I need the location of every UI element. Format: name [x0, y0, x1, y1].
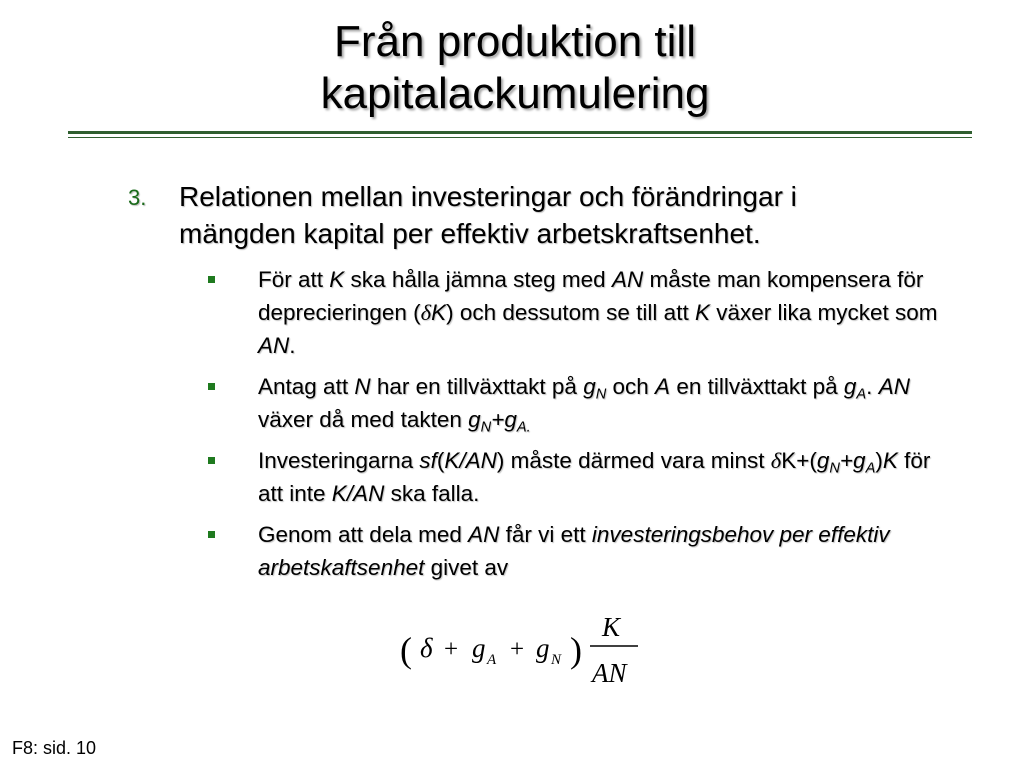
var: K/AN [331, 481, 385, 506]
formula-denominator: AN [592, 658, 627, 688]
var: AN [878, 374, 910, 399]
bullet-item-2 [205, 370, 945, 436]
subscript: A [856, 386, 867, 403]
text: för att inte [258, 448, 931, 506]
slide-footer: F8: sid. 10 [12, 738, 97, 758]
point-text-line-1: Relationen mellan investeringar och förändringar i [179, 181, 797, 212]
var: K [431, 300, 447, 325]
text: ska hålla jämna steg med [344, 267, 612, 292]
var: +g [491, 407, 517, 432]
title-line-2: kapitalackumulering [320, 69, 710, 118]
text: växer lika mycket som [709, 300, 938, 325]
text: måste man kompensera för deprecieringen ( [258, 267, 924, 325]
text: ) [875, 448, 883, 473]
var: N [354, 374, 371, 399]
bullet-item-4 [205, 518, 945, 584]
bullet-list [205, 263, 945, 592]
text: Antag att [258, 374, 355, 399]
point-text-line-2: mängden kapital per effektiv arbetskraftsenhet. [179, 218, 761, 249]
numbered-point [128, 178, 948, 252]
var: A [655, 374, 671, 399]
var: +g [839, 448, 866, 473]
text: ) och dessutom se till att [446, 300, 695, 325]
text: en tillväxttakt på [670, 374, 844, 399]
var: g [583, 374, 596, 399]
text: K+( [781, 448, 817, 473]
formula-g2: g [536, 633, 550, 663]
point-text [179, 178, 948, 252]
text: . [289, 333, 296, 358]
text: givet av [424, 555, 509, 580]
text: har en tillväxttakt på [370, 374, 584, 399]
var: K [882, 448, 898, 473]
text: växer då med takten [258, 407, 469, 432]
delta-symbol: δ [420, 300, 432, 325]
subscript: A [865, 460, 876, 477]
formula-numerator: K [602, 612, 621, 642]
formula-delta: δ [420, 633, 433, 663]
var: g [843, 374, 857, 399]
text: får vi ett [499, 522, 592, 547]
square-bullet-icon [208, 531, 215, 538]
text: . [866, 374, 879, 399]
subscript: N [595, 386, 607, 403]
italic-term: investeringsbehov per effektiv arbetskaftsenhet [258, 522, 890, 580]
var: g [468, 407, 481, 432]
var: K [329, 267, 345, 292]
var: K [694, 300, 710, 325]
formula-close-paren: ) [570, 630, 582, 670]
text: Genom att dela med [258, 522, 469, 547]
point-number: 3. [128, 185, 147, 210]
slide-title [250, 16, 780, 120]
investment-requirement-formula [398, 608, 648, 694]
text: ska falla. [384, 481, 480, 506]
subscript: A. [516, 419, 531, 436]
formula-sub-N: N [551, 652, 562, 668]
square-bullet-icon [208, 457, 215, 464]
bullet-item-1 [205, 263, 945, 362]
var: AN [258, 333, 290, 358]
square-bullet-icon [208, 383, 215, 390]
formula-open-paren: ( [400, 630, 412, 670]
title-rule-thin [68, 137, 972, 138]
delta-symbol: δ [770, 448, 782, 473]
var: g [816, 448, 830, 473]
title-rule-thick [68, 131, 972, 134]
var: sf [419, 448, 437, 473]
text: ) måste därmed vara minst [496, 448, 771, 473]
title-line-1: Från produktion till [334, 17, 696, 66]
square-bullet-icon [208, 276, 215, 283]
var: AN [611, 267, 644, 292]
formula-plus-1: + [444, 636, 459, 663]
text: och [606, 374, 656, 399]
formula-g1: g [472, 633, 486, 663]
formula-plus-2: + [510, 636, 525, 663]
bullet-item-3 [205, 444, 945, 510]
text: Investeringarna [258, 448, 420, 473]
var: K/AN [444, 448, 497, 473]
subscript: N [480, 419, 492, 436]
formula-svg [398, 608, 648, 694]
text: ( [436, 448, 445, 473]
subscript: N [829, 460, 840, 477]
text: För att [258, 267, 330, 292]
formula-sub-A: A [487, 652, 497, 668]
var: AN [468, 522, 500, 547]
